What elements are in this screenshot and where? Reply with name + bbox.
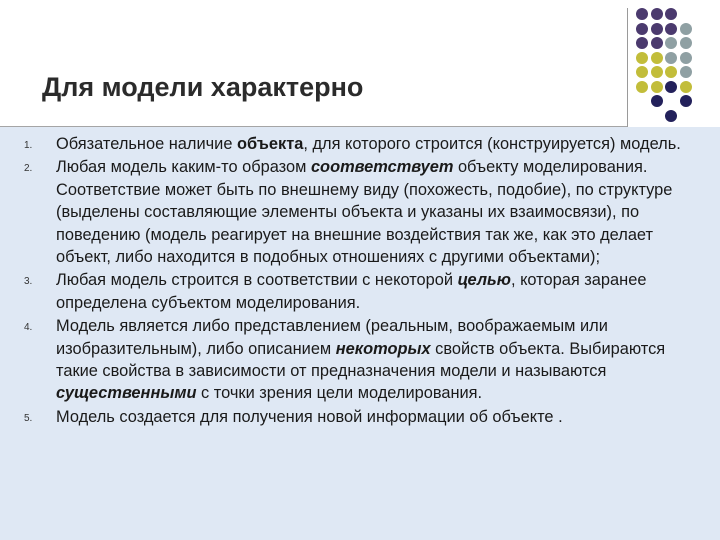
decorative-dot [636,23,648,35]
emphasized-term: некоторых [335,339,431,358]
list-item [22,156,702,268]
decorative-dot [651,23,663,35]
decorative-dot [665,37,677,49]
decorative-dot [680,37,692,49]
list-item-number: 5. [24,412,33,424]
decorative-dot [680,52,692,64]
list-item [22,406,702,428]
decorative-dot [680,81,692,93]
list-item-text: Модель создается для получения новой информации об объекте . [56,407,563,426]
list-item-text: с точки зрения цели моделирования. [196,384,483,403]
decorative-dot [680,66,692,78]
decorative-dot [636,52,648,64]
decorative-dot [651,37,663,49]
emphasized-term: существенными [56,384,197,403]
decorative-dot [636,37,648,49]
list-item-text: свойств объекта. Выбираются такие свойства в зависимости от предназначения модели и называются [56,339,666,381]
decorative-dot [651,8,663,20]
decorative-dot [665,8,677,20]
decorative-dot [665,52,677,64]
list-item-text: Любая модель каким-то образом [56,158,311,177]
list-item-text: Обязательное наличие [56,135,238,153]
emphasized-term: соответствует [310,158,454,177]
list-item-text: Модель является либо представлением (реальным, воображаемым или изобразительным), либо описанием [56,317,608,358]
title-divider-vertical [627,8,628,134]
decorative-dot [665,81,677,93]
list-item-text: , для которого строится (конструируется) модель. [303,135,681,153]
decorative-dot [651,95,663,107]
list-item-number: 3. [24,276,33,288]
decorative-dot [665,23,677,35]
list-item [22,315,702,405]
emphasized-term: целью [457,271,511,290]
list-item-text: объекту моделирования. Соответствие может быть по внешнему виду (похожесть, подобие), по структуре (выделены составляющие элементы объекта и указаны их взаимосвязи), по поведению (модель реагирует на внешние воздействия так же, как это делает объект, либо находится в подобных отношениях с другими объектами); [56,158,673,267]
decorative-dot [636,66,648,78]
list-item [22,133,702,155]
content-area [0,127,720,540]
decorative-dot [636,81,648,93]
list-item-number: 4. [24,322,33,334]
numbered-list [22,133,702,429]
decorative-dot-grid [636,8,720,120]
list-item-text: Любая модель строится в соответствии с некоторой [56,271,458,290]
list-item [22,269,702,314]
list-item-number: 2. [24,163,33,175]
decorative-dot [680,95,692,107]
decorative-dot [651,66,663,78]
decorative-dot [651,81,663,93]
decorative-dot [665,66,677,78]
slide-title: Для модели характерно [42,72,364,102]
decorative-dot [636,8,648,20]
decorative-dot [651,52,663,64]
list-item-text: , которая заранее определена субъектом моделирования. [56,271,647,312]
decorative-dot [665,110,677,122]
emphasized-term: объекта [237,135,304,153]
list-item-number: 1. [24,140,33,151]
decorative-dot [680,23,692,35]
